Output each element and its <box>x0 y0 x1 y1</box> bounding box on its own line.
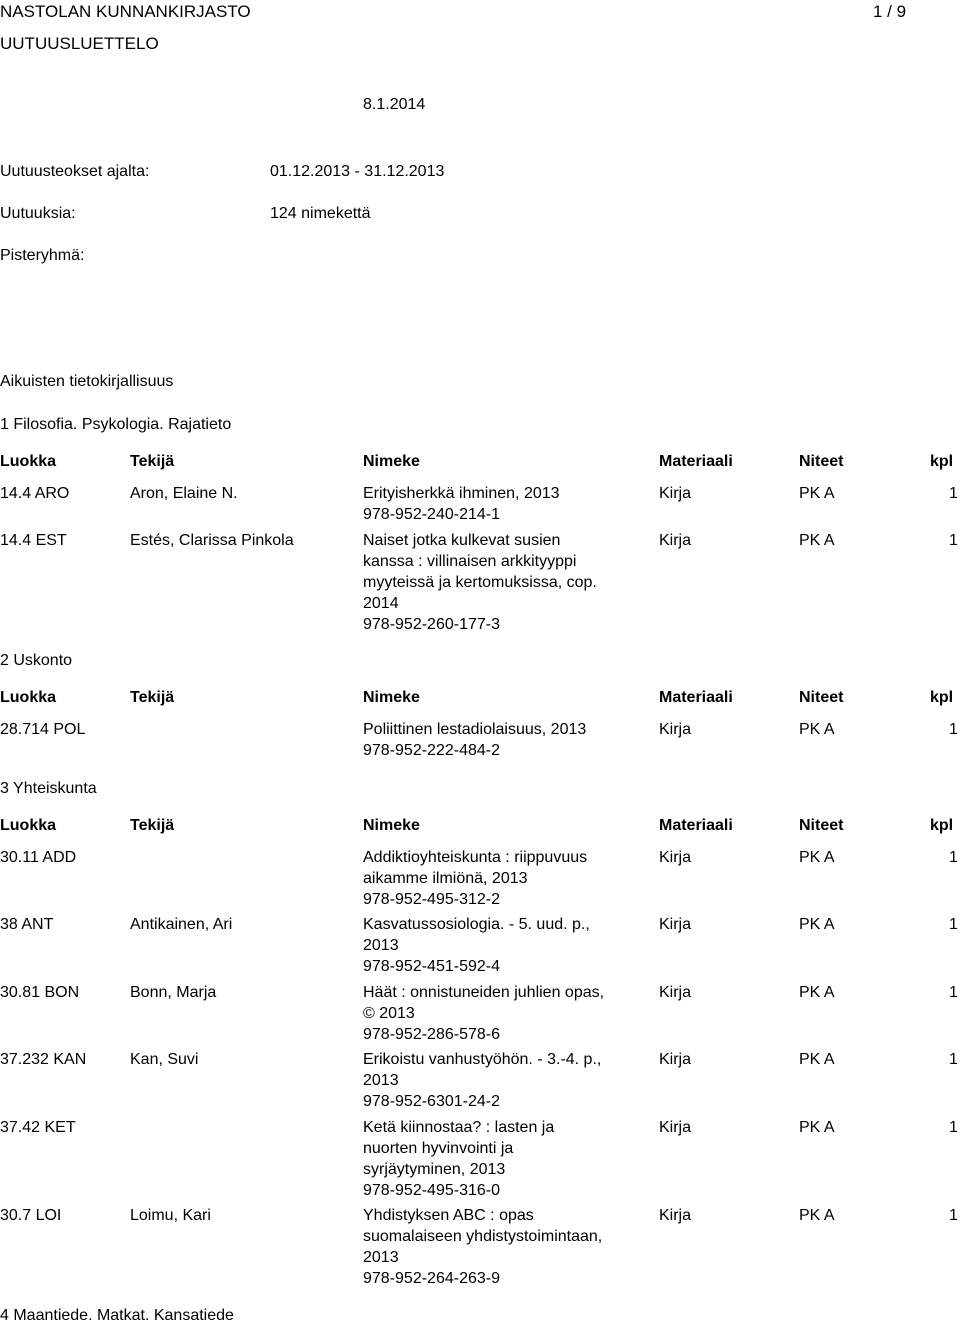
section-heading: 4 Maantiede. Matkat. Kansatiede <box>0 1307 234 1324</box>
column-header-nimeke: Nimeke <box>363 453 420 470</box>
column-header-kpl: kpl <box>930 453 954 470</box>
column-header-niteet: Niteet <box>799 817 844 834</box>
material: Kirja <box>659 721 692 738</box>
title-cell <box>363 1117 623 1201</box>
material: Kirja <box>659 984 692 1001</box>
material: Kirja <box>659 1207 692 1224</box>
count-value: 124 nimekettä <box>270 205 371 222</box>
location: PK A <box>799 1119 835 1136</box>
column-header-kpl: kpl <box>930 689 954 706</box>
location: PK A <box>799 1207 835 1224</box>
title-line: 2013 <box>363 937 399 954</box>
count-label: Uutuuksia: <box>0 205 76 222</box>
title-line: Erityisherkkä ihminen, 2013 <box>363 485 560 502</box>
period-label: Uutuusteokset ajalta: <box>0 163 150 180</box>
column-header-tekija: Tekijä <box>130 817 175 834</box>
title-line: 978-952-222-484-2 <box>363 742 500 759</box>
author: Aron, Elaine N. <box>130 485 238 502</box>
title-line: Poliittinen lestadiolaisuus, 2013 <box>363 721 587 738</box>
title-cell <box>363 719 623 761</box>
call-number: 38 ANT <box>0 916 54 933</box>
title-line: aikamme ilmiönä, 2013 <box>363 870 528 887</box>
call-number: 30.7 LOI <box>0 1207 62 1224</box>
material: Kirja <box>659 532 692 549</box>
title-line: suomalaiseen yhdistystoimintaan, <box>363 1228 603 1245</box>
material: Kirja <box>659 849 692 866</box>
copies: 1 <box>949 984 958 1001</box>
column-header-kpl: kpl <box>930 817 954 834</box>
title-cell <box>363 1049 623 1112</box>
author: Loimu, Kari <box>130 1207 211 1224</box>
title-line: © 2013 <box>363 1005 415 1022</box>
title-cell <box>363 483 623 525</box>
title-line: 978-952-451-592-4 <box>363 958 500 975</box>
title-cell <box>363 982 623 1045</box>
location: PK A <box>799 721 835 738</box>
title-line: 978-952-264-263-9 <box>363 1270 500 1287</box>
title-cell <box>363 847 623 910</box>
title-line: 978-952-495-312-2 <box>363 891 500 908</box>
copies: 1 <box>949 532 958 549</box>
column-header-tekija: Tekijä <box>130 453 175 470</box>
call-number: 37.232 KAN <box>0 1051 87 1068</box>
title-cell <box>363 1205 623 1289</box>
library-name: NASTOLAN KUNNANKIRJASTO <box>0 2 251 21</box>
material: Kirja <box>659 485 692 502</box>
column-header-materiaali: Materiaali <box>659 817 733 834</box>
location: PK A <box>799 849 835 866</box>
copies: 1 <box>949 485 958 502</box>
call-number: 28.714 POL <box>0 721 86 738</box>
location: PK A <box>799 1051 835 1068</box>
column-header-nimeke: Nimeke <box>363 817 420 834</box>
title-line: 978-952-260-177-3 <box>363 616 500 633</box>
location: PK A <box>799 532 835 549</box>
column-header-luokka: Luokka <box>0 689 57 706</box>
section-heading: 2 Uskonto <box>0 652 73 669</box>
column-header-nimeke: Nimeke <box>363 689 420 706</box>
column-header-tekija: Tekijä <box>130 689 175 706</box>
copies: 1 <box>949 1207 958 1224</box>
author: Estés, Clarissa Pinkola <box>130 532 294 549</box>
title-line: 2013 <box>363 1072 399 1089</box>
title-line: Yhdistyksen ABC : opas <box>363 1207 534 1224</box>
title-line: 2014 <box>363 595 399 612</box>
group-label: Pisteryhmä: <box>0 247 85 264</box>
section-heading: 1 Filosofia. Psykologia. Rajatieto <box>0 416 232 433</box>
title-line: 978-952-495-316-0 <box>363 1182 500 1199</box>
call-number: 30.11 ADD <box>0 849 77 866</box>
copies: 1 <box>949 1051 958 1068</box>
material: Kirja <box>659 916 692 933</box>
title-line: Häät : onnistuneiden juhlien opas, <box>363 984 605 1001</box>
period-value: 01.12.2013 - 31.12.2013 <box>270 163 445 180</box>
call-number: 30.81 BON <box>0 984 80 1001</box>
call-number: 14.4 ARO <box>0 485 70 502</box>
title-line: Ketä kiinnostaa? : lasten ja <box>363 1119 555 1136</box>
call-number: 37.42 KET <box>0 1119 76 1136</box>
author: Kan, Suvi <box>130 1051 199 1068</box>
copies: 1 <box>949 849 958 866</box>
title-line: 978-952-286-578-6 <box>363 1026 500 1043</box>
title-line: Kasvatussosiologia. - 5. uud. p., <box>363 916 590 933</box>
column-header-materiaali: Materiaali <box>659 689 733 706</box>
list-title: UUTUUSLUETTELO <box>0 34 159 53</box>
section-heading: 3 Yhteiskunta <box>0 780 97 797</box>
column-header-luokka: Luokka <box>0 453 57 470</box>
material: Kirja <box>659 1051 692 1068</box>
material: Kirja <box>659 1119 692 1136</box>
title-line: Naiset jotka kulkevat susien <box>363 532 561 549</box>
author: Antikainen, Ari <box>130 916 233 933</box>
column-header-materiaali: Materiaali <box>659 453 733 470</box>
copies: 1 <box>949 721 958 738</box>
title-line: 2013 <box>363 1249 399 1266</box>
page-number: 1 / 9 <box>873 2 907 21</box>
author: Bonn, Marja <box>130 984 217 1001</box>
title-cell <box>363 530 623 635</box>
call-number: 14.4 EST <box>0 532 67 549</box>
column-header-luokka: Luokka <box>0 817 57 834</box>
report-date: 8.1.2014 <box>363 96 426 113</box>
column-header-niteet: Niteet <box>799 689 844 706</box>
title-line: kanssa : villinaisen arkkityyppi <box>363 553 577 570</box>
title-line: nuorten hyvinvointi ja <box>363 1140 514 1157</box>
title-line: 978-952-6301-24-2 <box>363 1093 500 1110</box>
title-line: myyteissä ja kertomuksissa, cop. <box>363 574 597 591</box>
location: PK A <box>799 485 835 502</box>
copies: 1 <box>949 1119 958 1136</box>
copies: 1 <box>949 916 958 933</box>
location: PK A <box>799 984 835 1001</box>
location: PK A <box>799 916 835 933</box>
title-cell <box>363 914 623 977</box>
title-line: 978-952-240-214-1 <box>363 506 500 523</box>
title-line: Erikoistu vanhustyöhön. - 3.-4. p., <box>363 1051 602 1068</box>
title-line: syrjäytyminen, 2013 <box>363 1161 506 1178</box>
department-heading: Aikuisten tietokirjallisuus <box>0 373 174 390</box>
title-line: Addiktioyhteiskunta : riippuvuus <box>363 849 588 866</box>
column-header-niteet: Niteet <box>799 453 844 470</box>
